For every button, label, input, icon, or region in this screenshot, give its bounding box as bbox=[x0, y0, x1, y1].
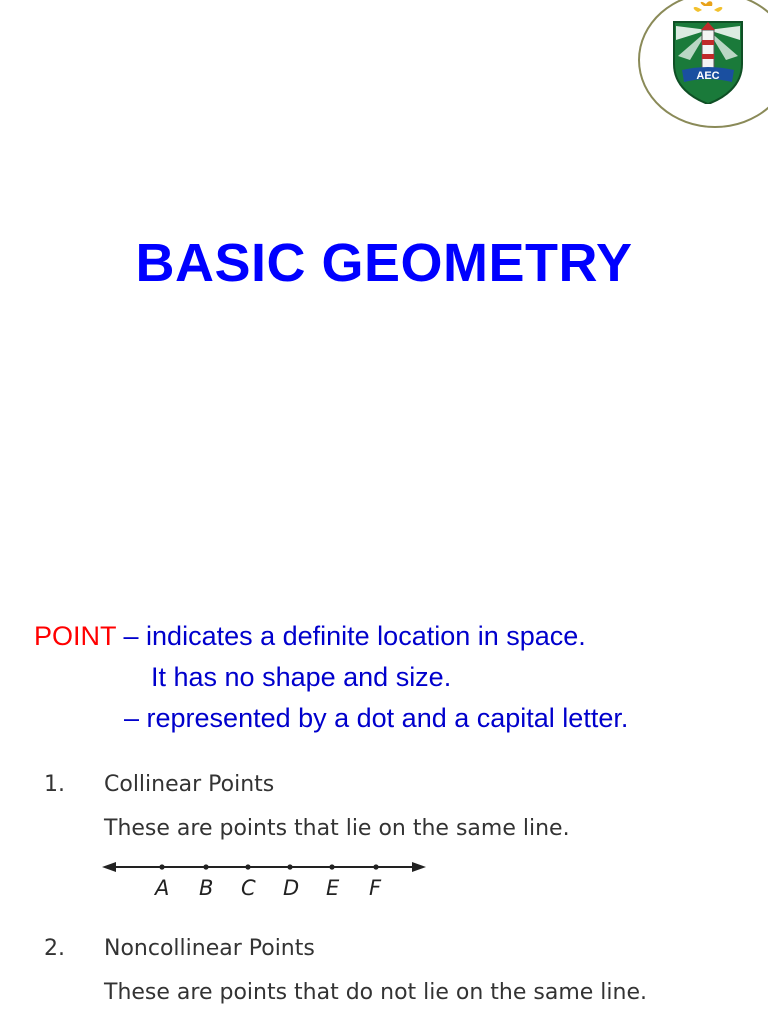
point-label-f: F bbox=[369, 876, 382, 900]
point-label-a: A bbox=[155, 876, 170, 900]
point-label-d: D bbox=[283, 876, 300, 900]
item-heading: Noncollinear Points bbox=[104, 936, 315, 961]
point-label-e: E bbox=[326, 876, 340, 900]
left-arrow-icon bbox=[102, 862, 116, 872]
item-number: 2. bbox=[44, 936, 65, 961]
point-label-b: B bbox=[199, 876, 214, 900]
point-dot-e bbox=[329, 864, 334, 869]
list-item-collinear bbox=[44, 772, 274, 797]
item-description: These are points that lie on the same line. bbox=[104, 816, 570, 841]
collinear-number-line bbox=[100, 852, 440, 902]
item-description: These are points that do not lie on the same line. bbox=[104, 980, 647, 1005]
definition-text-1: – indicates a definite location in space. bbox=[116, 621, 586, 651]
point-definition bbox=[34, 616, 628, 739]
definition-term: POINT bbox=[34, 621, 117, 651]
definition-line-1 bbox=[34, 616, 628, 657]
point-label-c: C bbox=[241, 876, 256, 900]
right-arrow-icon bbox=[412, 862, 426, 872]
definition-text-2: It has no shape and size. bbox=[151, 662, 452, 692]
definition-text-3: – represented by a dot and a capital letter. bbox=[124, 703, 629, 733]
point-dot-a bbox=[159, 864, 164, 869]
point-dot-f bbox=[373, 864, 378, 869]
item-number: 1. bbox=[44, 772, 65, 797]
item-heading: Collinear Points bbox=[104, 772, 275, 797]
point-dot-c bbox=[245, 864, 250, 869]
list-item-noncollinear bbox=[44, 936, 315, 961]
point-dot-b bbox=[203, 864, 208, 869]
page-title: BASIC GEOMETRY bbox=[135, 233, 633, 293]
point-dot-d bbox=[287, 864, 292, 869]
school-crest-logo bbox=[668, 0, 748, 104]
logo-lettering: AEC bbox=[696, 70, 720, 82]
